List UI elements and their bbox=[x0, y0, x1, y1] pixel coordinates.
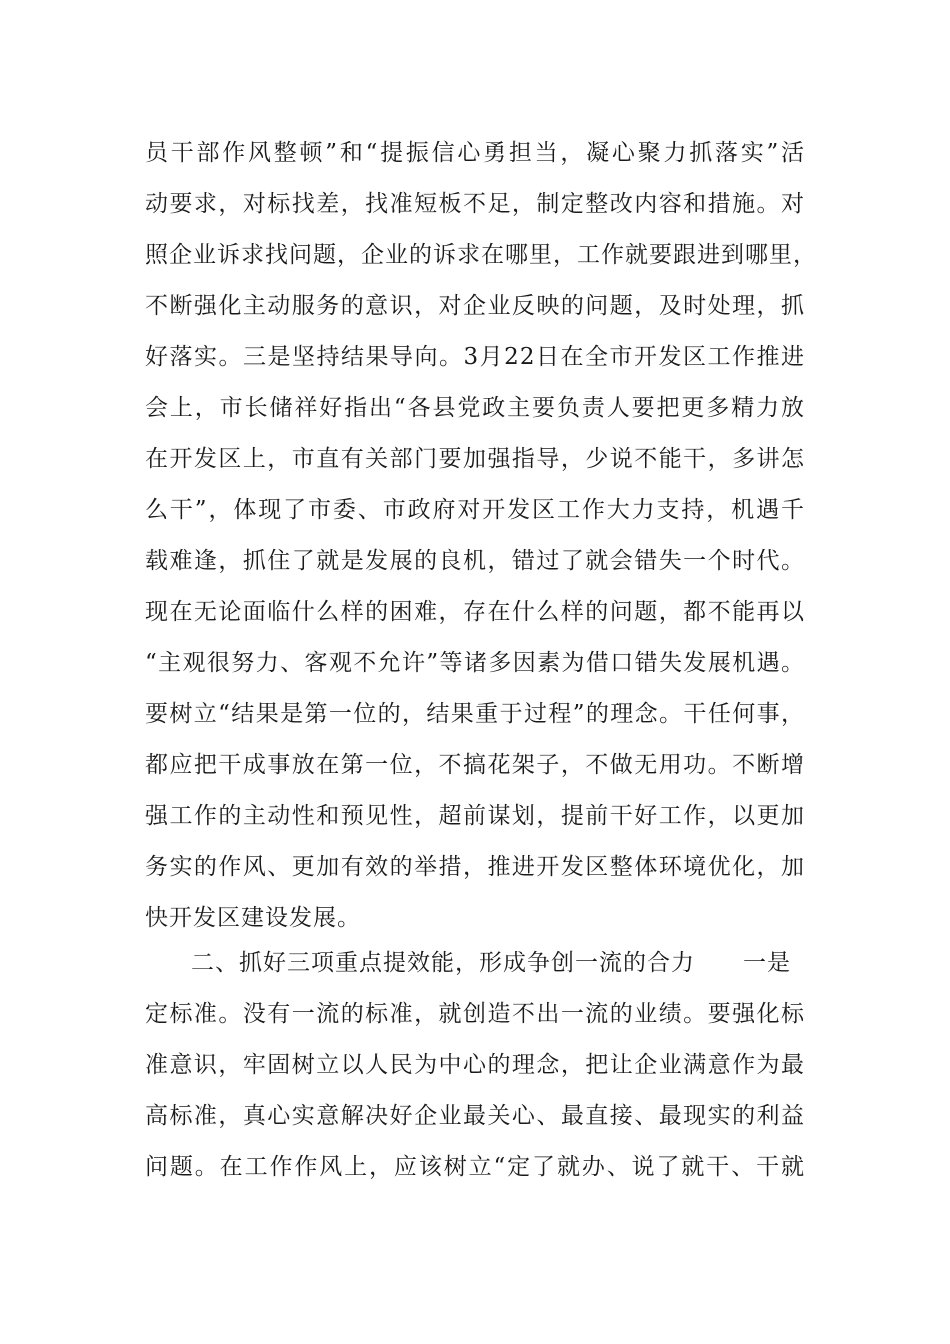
text-line: 会上，市长储祥好指出“各县党政主要负责人要把更多精力放 bbox=[145, 395, 805, 421]
text-line: 定标准。没有一流的标准，就创造不出一流的业绩。要强化标 bbox=[145, 1001, 805, 1027]
text-line: 在开发区上，市直有关部门要加强指导，少说不能干，多讲怎 bbox=[145, 446, 805, 472]
text-line: 好落实。三是坚持结果导向。3月22日在全市开发区工作推进 bbox=[145, 344, 805, 370]
text-line: 照企业诉求找问题，企业的诉求在哪里，工作就要跟进到哪里， bbox=[145, 242, 817, 268]
text-line: 要树立“结果是第一位的，结果重于过程”的理念。干任何事， bbox=[145, 701, 805, 727]
text-line-last: 快开发区建设发展。 bbox=[145, 905, 361, 931]
text-line: 现在无论面临什么样的困难，存在什么样的问题，都不能再以 bbox=[145, 599, 805, 625]
text-line: 载难逢，抓住了就是发展的良机，错过了就会错失一个时代。 bbox=[145, 548, 805, 574]
text-line: 都应把干成事放在第一位，不搞花架子，不做无用功。不断增 bbox=[145, 752, 805, 778]
text-line: 员干部作风整顿”和“提振信心勇担当，凝心聚力抓落实”活 bbox=[145, 140, 805, 166]
text-line: 强工作的主动性和预见性，超前谋划，提前干好工作，以更加 bbox=[145, 803, 805, 829]
paragraph-1 bbox=[145, 128, 817, 944]
text-line: 准意识，牢固树立以人民为中心的理念，把让企业满意作为最 bbox=[145, 1052, 805, 1078]
text-line: 高标准，真心实意解决好企业最关心、最直接、最现实的利益 bbox=[145, 1103, 805, 1129]
text-line: 不断强化主动服务的意识，对企业反映的问题，及时处理，抓 bbox=[145, 293, 805, 319]
paragraph-2 bbox=[145, 938, 805, 1193]
text-line: 问题。在工作作风上，应该树立“定了就办、说了就干、干就 bbox=[145, 1154, 805, 1180]
text-line: 务实的作风、更加有效的举措，推进开发区整体环境优化，加 bbox=[145, 854, 805, 880]
text-line: 动要求，对标找差，找准短板不足，制定整改内容和措施。对 bbox=[145, 191, 805, 217]
section-heading-line: 二、抓好三项重点提效能，形成争创一流的合力 一是 bbox=[191, 950, 791, 976]
text-line: 么干”，体现了市委、市政府对开发区工作大力支持，机遇千 bbox=[145, 497, 805, 523]
text-line: “主观很努力、客观不允许”等诸多因素为借口错失发展机遇。 bbox=[145, 650, 805, 676]
